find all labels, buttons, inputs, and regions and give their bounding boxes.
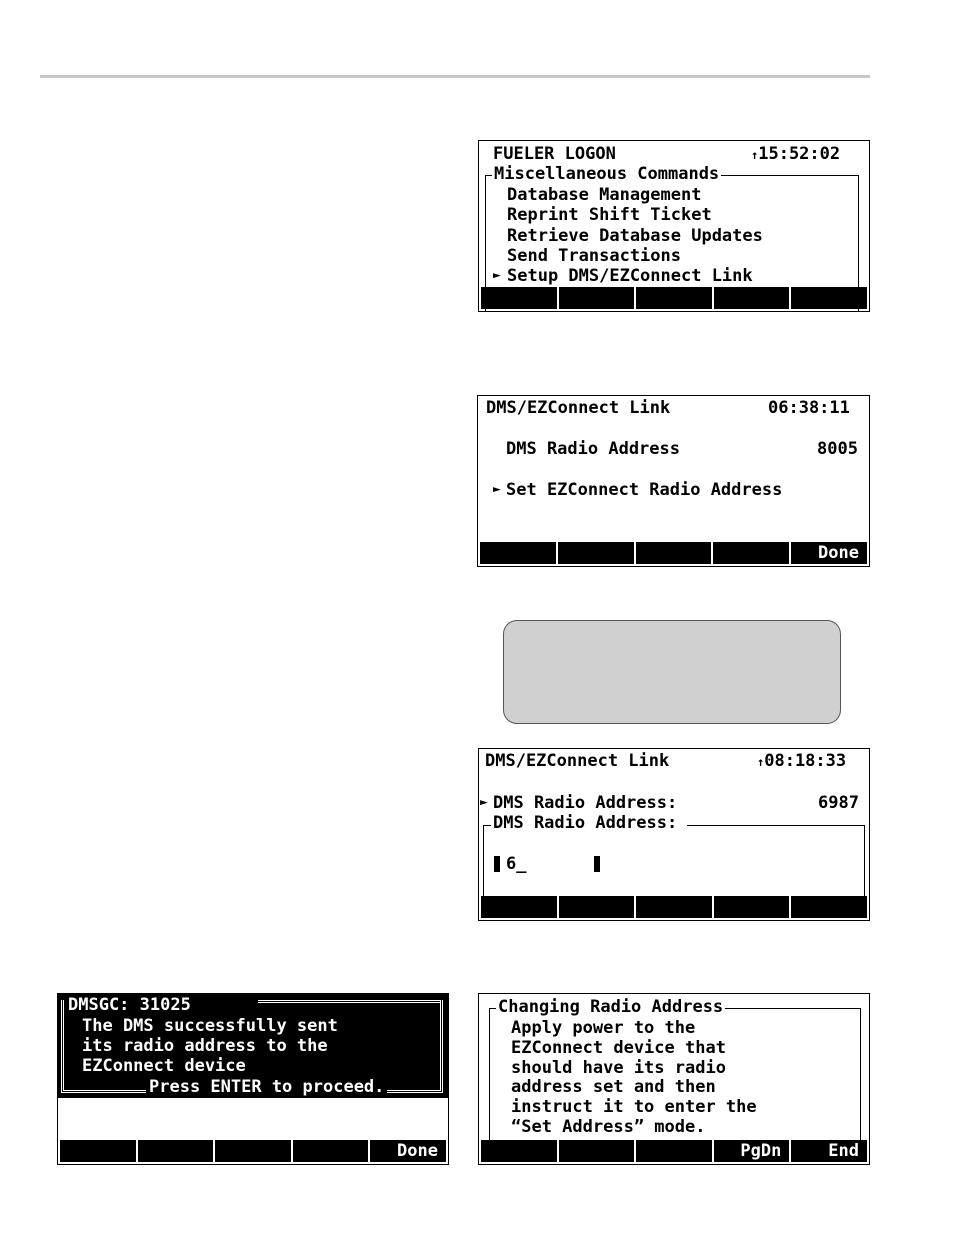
softkey-3[interactable] (636, 1140, 712, 1162)
instruction-line-5: instruct it to enter the (511, 1097, 757, 1117)
softkey-bar (481, 287, 867, 309)
set-ezconnect-address-option[interactable]: Set EZConnect Radio Address (506, 480, 783, 500)
instruction-line-1: Apply power to the (511, 1018, 696, 1038)
up-arrow-icon: ↑ (751, 148, 759, 162)
address-entry-frame (483, 825, 865, 906)
softkey-2[interactable] (559, 896, 635, 918)
page-header-rule (40, 75, 870, 78)
softkey-1[interactable] (481, 896, 557, 918)
menu-item-retrieve-database-updates[interactable]: Retrieve Database Updates (507, 226, 763, 246)
screen-dms-address-entry (478, 748, 870, 921)
softkey-2[interactable] (138, 1140, 214, 1162)
screen-title: DMS/EZConnect Link (486, 398, 671, 418)
dms-radio-address-value: 6987 (818, 793, 859, 813)
softkey-1[interactable] (60, 1140, 136, 1162)
frame-title: DMS Radio Address: (491, 813, 687, 833)
screen-changing-radio-address (478, 993, 870, 1165)
up-arrow-icon: ↑ (757, 755, 765, 769)
clock-readout (751, 144, 840, 165)
field-right-marker (594, 856, 600, 872)
dms-radio-address-value: 8005 (817, 439, 858, 459)
softkey-5[interactable] (791, 896, 867, 918)
softkey-bar (481, 1140, 867, 1162)
softkey-1[interactable] (480, 542, 556, 564)
softkey-3[interactable] (215, 1140, 291, 1162)
press-enter-prompt: Press ENTER to proceed. (146, 1077, 387, 1097)
dms-radio-address-label: DMS Radio Address (506, 439, 680, 459)
menu-item-database-management[interactable]: Database Management (507, 185, 702, 205)
message-line-1: The DMS successfully sent (82, 1016, 338, 1036)
message-line-2: its radio address to the (82, 1036, 328, 1056)
frame-title: Changing Radio Address (498, 997, 724, 1017)
clock-time: 08:18:33 (764, 751, 847, 771)
pointer-triangle-icon: ► (480, 795, 488, 810)
screen-dms-link (477, 395, 870, 567)
screen-dmsgc-message (57, 993, 449, 1165)
done-softkey[interactable]: Done (791, 542, 867, 564)
softkey-bar (480, 542, 867, 564)
field-left-marker (494, 856, 500, 872)
instruction-line-6: “Set Address” mode. (511, 1117, 706, 1137)
softkey-4[interactable] (293, 1140, 369, 1162)
menu-item-send-transactions[interactable]: Send Transactions (507, 246, 681, 266)
clock-time: 15:52:02 (758, 144, 841, 164)
pointer-triangle-icon: ► (493, 268, 501, 283)
softkey-1[interactable] (481, 1140, 557, 1162)
screen-title: FUELER LOGON (493, 144, 616, 164)
dms-radio-address-label: DMS Radio Address: (493, 793, 678, 813)
frame-top-rule-right (258, 1000, 440, 1006)
softkey-3[interactable] (636, 287, 712, 309)
screen-fueler-logon (478, 140, 870, 312)
instruction-line-3: should have its radio (511, 1058, 726, 1078)
gray-callout-panel (503, 620, 841, 724)
softkey-4[interactable] (714, 896, 790, 918)
softkey-4[interactable] (714, 287, 790, 309)
clock-readout (757, 751, 846, 772)
done-softkey[interactable]: Done (370, 1140, 446, 1162)
frame-title: Miscellaneous Commands (494, 164, 720, 184)
pgdn-softkey[interactable]: PgDn (714, 1140, 790, 1162)
softkey-2[interactable] (559, 287, 635, 309)
softkey-4[interactable] (713, 542, 789, 564)
softkey-3[interactable] (636, 896, 712, 918)
instruction-line-4: address set and then (511, 1077, 716, 1097)
menu-item-reprint-shift-ticket[interactable]: Reprint Shift Ticket (507, 205, 712, 225)
clock-time: 06:38:11 (768, 398, 850, 418)
softkey-2[interactable] (558, 542, 634, 564)
end-softkey[interactable]: End (791, 1140, 867, 1162)
screen-title: DMS/EZConnect Link (485, 751, 670, 771)
frame-title: DMSGC: 31025 (68, 995, 191, 1015)
softkey-1[interactable] (481, 287, 557, 309)
address-input[interactable]: 6_ (506, 854, 527, 874)
softkey-5[interactable] (791, 287, 867, 309)
pointer-triangle-icon: ► (493, 482, 501, 497)
softkey-2[interactable] (559, 1140, 635, 1162)
instruction-line-2: EZConnect device that (511, 1038, 726, 1058)
menu-item-setup-dms-link[interactable]: Setup DMS/EZConnect Link (507, 266, 753, 286)
softkey-bar (60, 1140, 446, 1162)
message-line-3: EZConnect device (82, 1056, 246, 1076)
softkey-3[interactable] (636, 542, 712, 564)
softkey-bar (481, 896, 867, 918)
